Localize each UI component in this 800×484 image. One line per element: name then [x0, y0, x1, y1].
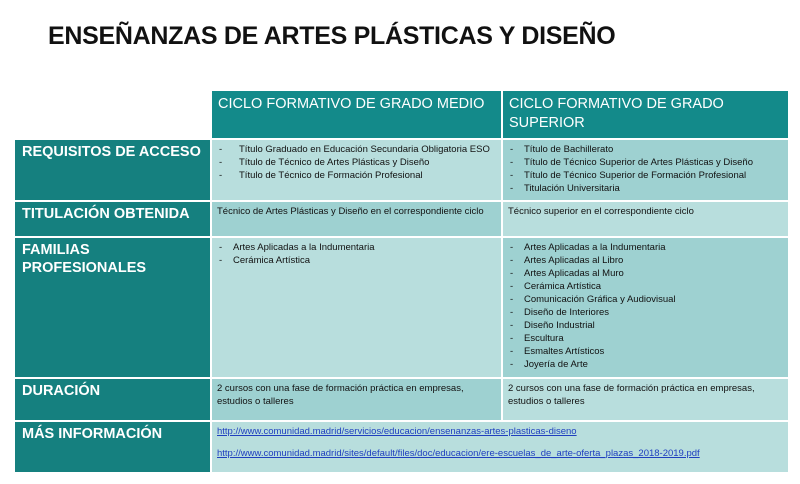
corner-cell [14, 90, 211, 139]
table-row [14, 201, 789, 237]
list-item: - Artes Aplicadas a la Indumentaria [217, 241, 496, 254]
mas-informacion-cell [211, 421, 789, 473]
requisitos-superior-cell [502, 139, 789, 201]
familias-medio-cell [211, 237, 502, 378]
list-item: - Título de Técnico Superior de Artes Plásticas y Diseño [508, 156, 783, 169]
table-header-row [14, 90, 789, 139]
column-header-grado-medio: CICLO FORMATIVO DE GRADO MEDIO [211, 90, 502, 139]
list-item: - Titulación Universitaria [508, 182, 783, 195]
table-row [14, 237, 789, 378]
duracion-medio-cell: 2 cursos con una fase de formación práctica en empresas, estudios o talleres [211, 378, 502, 421]
list-item: - Joyería de Arte [508, 358, 783, 371]
familias-superior-list [508, 241, 783, 371]
info-link-ensenanzas[interactable]: http://www.comunidad.madrid/servicios/educacion/ensenanzas-artes-plasticas-diseno [217, 426, 577, 437]
list-item: - Escultura [508, 332, 783, 345]
column-header-grado-superior: CICLO FORMATIVO DE GRADO SUPERIOR [502, 90, 789, 139]
titulacion-medio-cell: Técnico de Artes Plásticas y Diseño en el correspondiente ciclo [211, 201, 502, 237]
table-row [14, 139, 789, 201]
familias-medio-list [217, 241, 496, 267]
list-item: - Diseño de Interiores [508, 306, 783, 319]
list-item: - Artes Aplicadas al Muro [508, 267, 783, 280]
row-header-duracion: DURACIÓN [14, 378, 211, 421]
list-item: - Comunicación Gráfica y Audiovisual [508, 293, 783, 306]
row-header-familias: FAMILIAS PROFESIONALES [14, 237, 211, 378]
table-row [14, 421, 789, 473]
list-item: - Artes Aplicadas a la Indumentaria [508, 241, 783, 254]
row-header-titulacion: TITULACIÓN OBTENIDA [14, 201, 211, 237]
familias-superior-cell [502, 237, 789, 378]
duracion-superior-cell: 2 cursos con una fase de formación práctica en empresas, estudios o talleres [502, 378, 789, 421]
list-item: - Esmaltes Artísticos [508, 345, 783, 358]
list-item: - Título de Técnico de Formación Profesional [217, 169, 496, 182]
list-item: - Cerámica Artística [217, 254, 496, 267]
list-item: - Artes Aplicadas al Libro [508, 254, 783, 267]
info-link-oferta-plazas[interactable]: http://www.comunidad.madrid/sites/default/files/doc/educacion/ere-escuelas_de_arte-oferta_plazas_2018-2019.pdf [217, 448, 700, 459]
list-item: - Cerámica Artística [508, 280, 783, 293]
education-table [13, 89, 790, 474]
list-item: - Título de Técnico de Artes Plásticas y Diseño [217, 156, 496, 169]
list-item: - Título Graduado en Educación Secundaria Obligatoria ESO [217, 143, 496, 156]
list-item: - Título de Bachillerato [508, 143, 783, 156]
table-row [14, 378, 789, 421]
requisitos-medio-list [217, 143, 496, 182]
requisitos-medio-cell [211, 139, 502, 201]
page-title: ENSEÑANZAS DE ARTES PLÁSTICAS Y DISEÑO [48, 22, 616, 50]
list-item: - Título de Técnico Superior de Formación Profesional [508, 169, 783, 182]
row-header-requisitos: REQUISITOS DE ACCESO [14, 139, 211, 201]
row-header-mas-informacion: MÁS INFORMACIÓN [14, 421, 211, 473]
list-item: - Diseño Industrial [508, 319, 783, 332]
titulacion-superior-cell: Técnico superior en el correspondiente ciclo [502, 201, 789, 237]
requisitos-superior-list [508, 143, 783, 195]
